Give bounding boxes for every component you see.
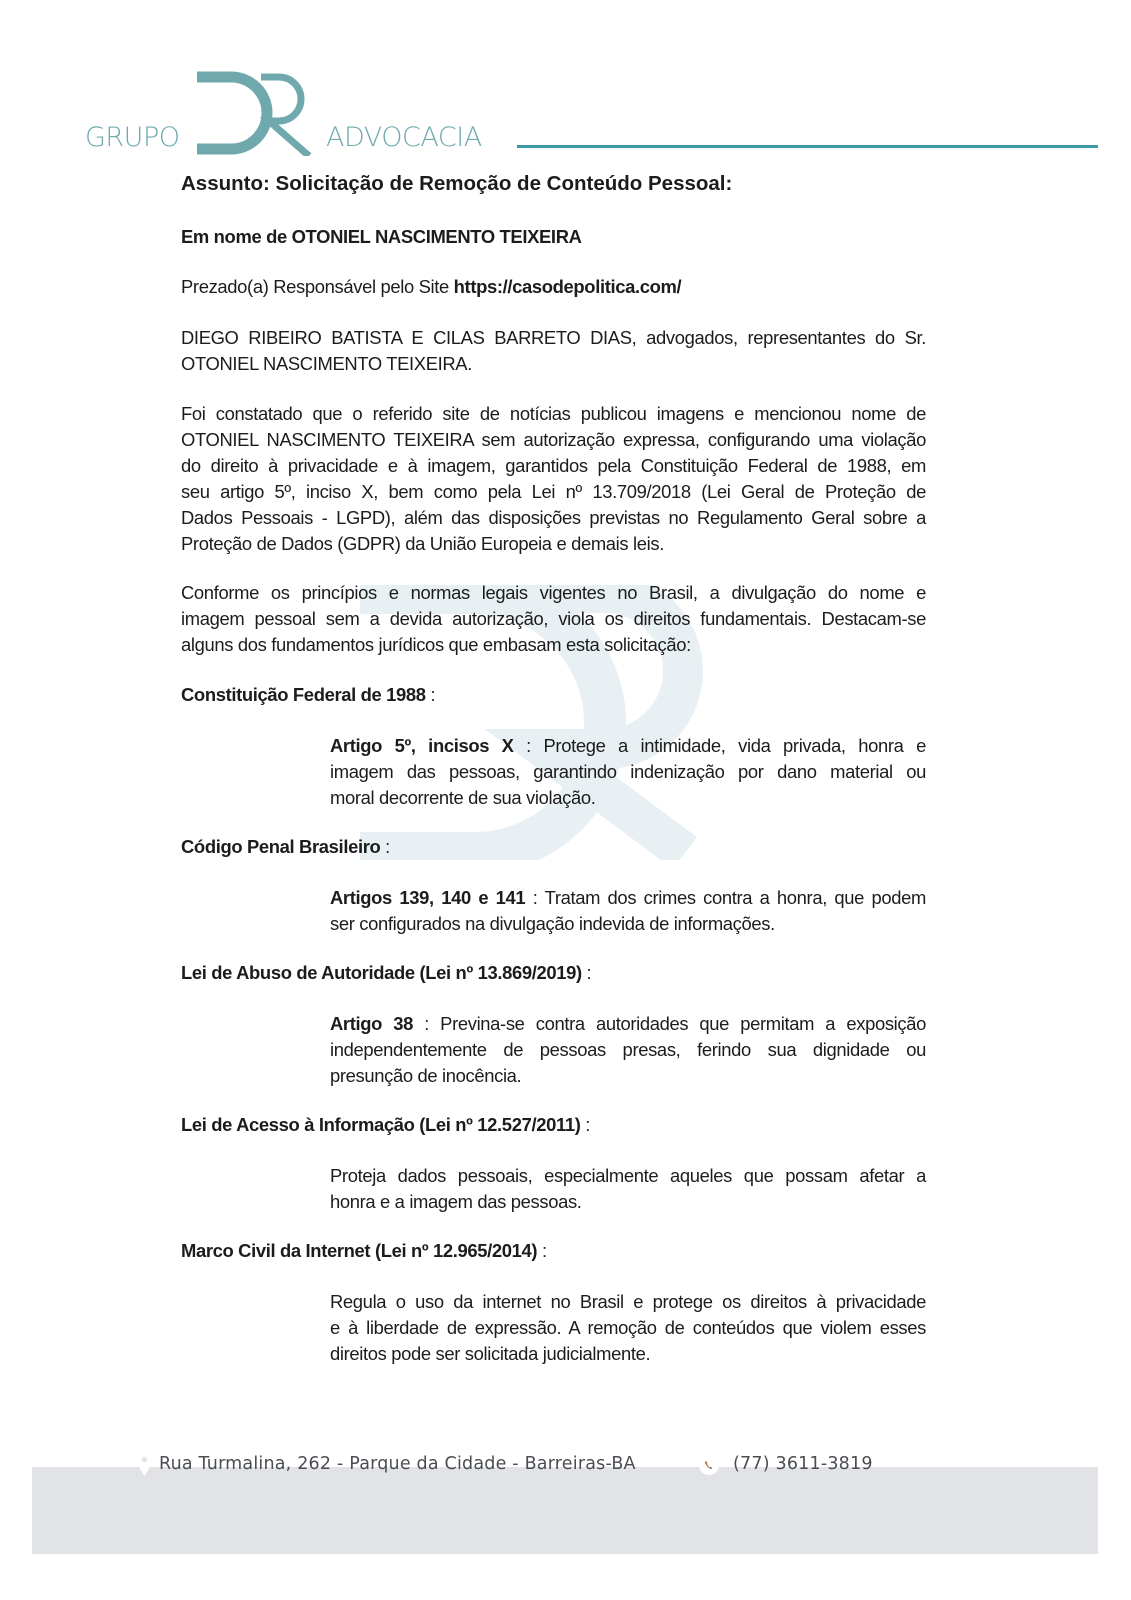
header-rule [517,145,1098,148]
section-heading [181,1238,926,1264]
subject-heading: Assunto: Solicitação de Remoção de Conteúdo Pessoal: [181,172,733,195]
section-suffix: : [580,1114,591,1135]
section-item-line: e à liberdade de expressão. A remoção de conteúdos que violem esses [330,1317,926,1338]
section-item-line: independentemente de pessoas presas, ferindo sua dignidade ou [330,1039,926,1060]
section-item-line [330,733,926,759]
section-item-line: moral decorrente de sua violação. [330,787,596,808]
item-label: Artigos 139, 140 e 141 [330,887,526,908]
facts-line: OTONIEL NASCIMENTO TEIXEIRA sem autorização expressa, configurando uma violação [181,429,926,450]
on-behalf-line: Em nome de OTONIEL NASCIMENTO TEIXEIRA [181,226,582,247]
greeting-text: Prezado(a) Responsável pelo Site [181,276,454,297]
section-item-line: imagem das pessoas, garantindo indenização por dano material ou [330,761,926,782]
section-title: Código Penal Brasileiro [181,836,381,857]
dr-logo-icon [193,70,319,156]
item-sep: : [513,735,544,756]
principles-line: Conforme os princípios e normas legais vigentes no Brasil, a divulgação do nome e [181,582,926,603]
logo-text-advocacia: ADVOCACIA [326,122,482,153]
facts-line: Foi constatado que o referido site de notícias publicou imagens e mencionou nome de [181,403,926,424]
section-item-line: presunção de inocência. [330,1065,522,1086]
section-title: Lei de Acesso à Informação (Lei nº 12.527/2011) [181,1114,581,1135]
section-heading [181,682,926,708]
item-text: Protege a intimidade, vida privada, honra e [543,735,926,756]
section-title: Lei de Abuso de Autoridade (Lei nº 13.869/2019) [181,962,582,983]
phone-icon [699,1455,719,1475]
greeting-line [181,274,926,300]
section-suffix: : [581,962,592,983]
section-item-line: ser configurados na divulgação indevida de informações. [330,913,775,934]
item-sep: : [525,887,545,908]
section-title: Constituição Federal de 1988 [181,684,426,705]
item-label: Artigo 5º, incisos X [330,735,514,756]
site-url-link[interactable]: https://casodepolitica.com/ [453,276,682,297]
footer-address: Rua Turmalina, 262 - Parque da Cidade - Barreiras-BA [159,1454,636,1474]
section-item-line: direitos pode ser solicitada judicialmente. [330,1343,651,1364]
principles-line: alguns dos fundamentos jurídicos que embasam esta solicitação: [181,634,691,655]
section-suffix: : [537,1240,547,1261]
section-item-line: honra e a imagem das pessoas. [330,1191,582,1212]
section-item-line [330,1011,926,1037]
logo-text-grupo: GRUPO [85,122,180,153]
section-item-line: Regula o uso da internet no Brasil e protege os direitos à privacidade [330,1291,926,1312]
footer-phone[interactable]: (77) 3611-3819 [733,1454,873,1474]
facts-line: seu artigo 5º, inciso X, bem como pela Lei nº 13.709/2018 (Lei Geral de Proteção de [181,481,926,502]
intro-line: OTONIEL NASCIMENTO TEIXEIRA. [181,353,472,374]
section-suffix: : [425,684,436,705]
principles-line: imagem pessoal sem a devida autorização, viola os direitos fundamentais. Destacam-se [181,608,926,629]
facts-line: Dados Pessoais - LGPD), além das disposições previstas no Regulamento Geral sobre a [181,507,926,528]
section-heading [181,834,926,860]
footer-band [32,1467,1098,1554]
section-heading [181,1112,926,1138]
item-label: Artigo 38 [330,1013,413,1034]
item-text: Previna-se contra autoridades que permitam a exposição [440,1013,927,1034]
facts-line: do direito à privacidade e à imagem, garantidos pela Constituição Federal de 1988, em [181,455,926,476]
item-text: Tratam dos crimes contra a honra, que podem [544,887,926,908]
item-sep: : [413,1013,441,1034]
section-suffix: : [380,836,390,857]
facts-line: Proteção de Dados (GDPR) da União Europeia e demais leis. [181,533,664,554]
section-heading [181,960,926,986]
section-item-line: Proteja dados pessoais, especialmente aqueles que possam afetar a [330,1165,926,1186]
section-title: Marco Civil da Internet (Lei nº 12.965/2014) [181,1240,538,1261]
map-pin-icon [136,1451,153,1477]
intro-line: DIEGO RIBEIRO BATISTA E CILAS BARRETO DIAS, advogados, representantes do Sr. [181,327,926,348]
section-item-line [330,885,926,911]
